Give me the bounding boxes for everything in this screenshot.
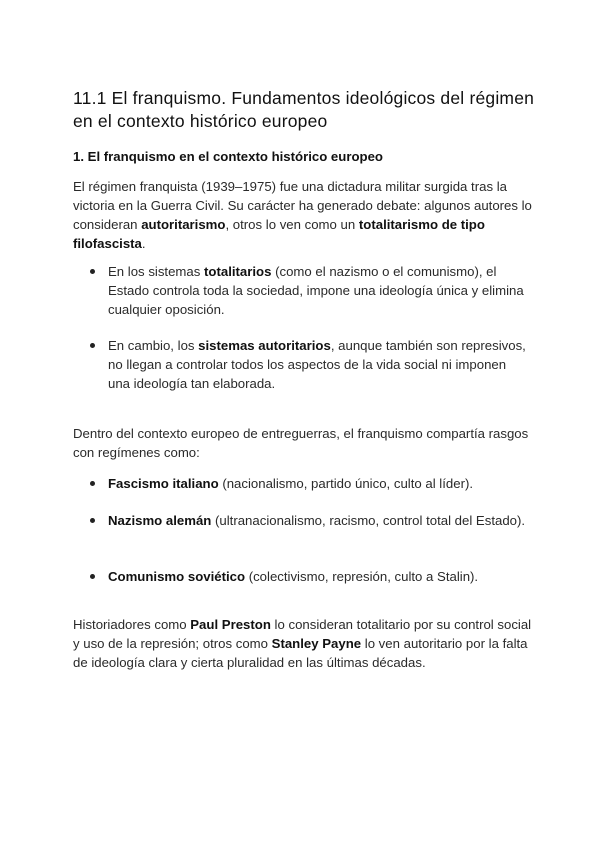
intro-text-3: . <box>141 236 146 251</box>
intro-bold-1: autoritarismo <box>141 217 226 232</box>
bullet-icon <box>90 518 95 523</box>
list-item: Nazismo alemán (ultranacionalismo, racismo, control total del Estado). <box>90 511 530 530</box>
historian-preston: Paul Preston <box>190 617 271 632</box>
bullet-icon <box>90 481 95 486</box>
historian-payne: Stanley Payne <box>271 636 362 651</box>
section-heading: 1. El franquismo en el contexto histórico europeo <box>73 149 383 164</box>
list-item: En cambio, los sistemas autoritarios, aunque también son represivos, no llegan a controlar todos los aspectos de la vida social ni imponen una ideología tan elaborada. <box>90 336 530 393</box>
intro-text-1: El régimen franquista (1939–1975) fue una dictadura militar surgida tras la victoria en la Guerra Civil. Su carácter ha generado debate: algunos autores lo consideran <box>73 179 532 232</box>
intro-text-2: , otros lo ven como un <box>225 217 359 232</box>
historians-paragraph: Historiadores como Paul Preston lo consideran totalitario por su control social y uso de la represión; otros como Stanley Payne lo ven autoritario por la falta de ideología clara y cierta pluralidad en las últimas décadas. <box>73 617 532 670</box>
page-title: 11.1 El franquismo. Fundamentos ideológicos del régimen en el contexto histórico europeo <box>73 88 535 131</box>
list-item: Comunismo soviético (colectivismo, represión, culto a Stalin). <box>90 567 530 586</box>
bullet-icon <box>90 343 95 348</box>
bullet-icon <box>90 574 95 579</box>
context-paragraph: Dentro del contexto europeo de entreguerras, el franquismo compartía rasgos con regímenes como: <box>73 426 529 460</box>
intro-paragraph <box>73 177 535 253</box>
bullet-icon <box>90 269 95 274</box>
intro-bold-2: totalitarismo de tipo filofascista <box>73 217 485 251</box>
list-item: Fascismo italiano (nacionalismo, partido único, culto al líder). <box>90 474 530 493</box>
list-item: En los sistemas totalitarios (como el nazismo o el comunismo), el Estado controla toda la sociedad, impone una ideología única y elimina cualquier oposición. <box>90 262 530 319</box>
